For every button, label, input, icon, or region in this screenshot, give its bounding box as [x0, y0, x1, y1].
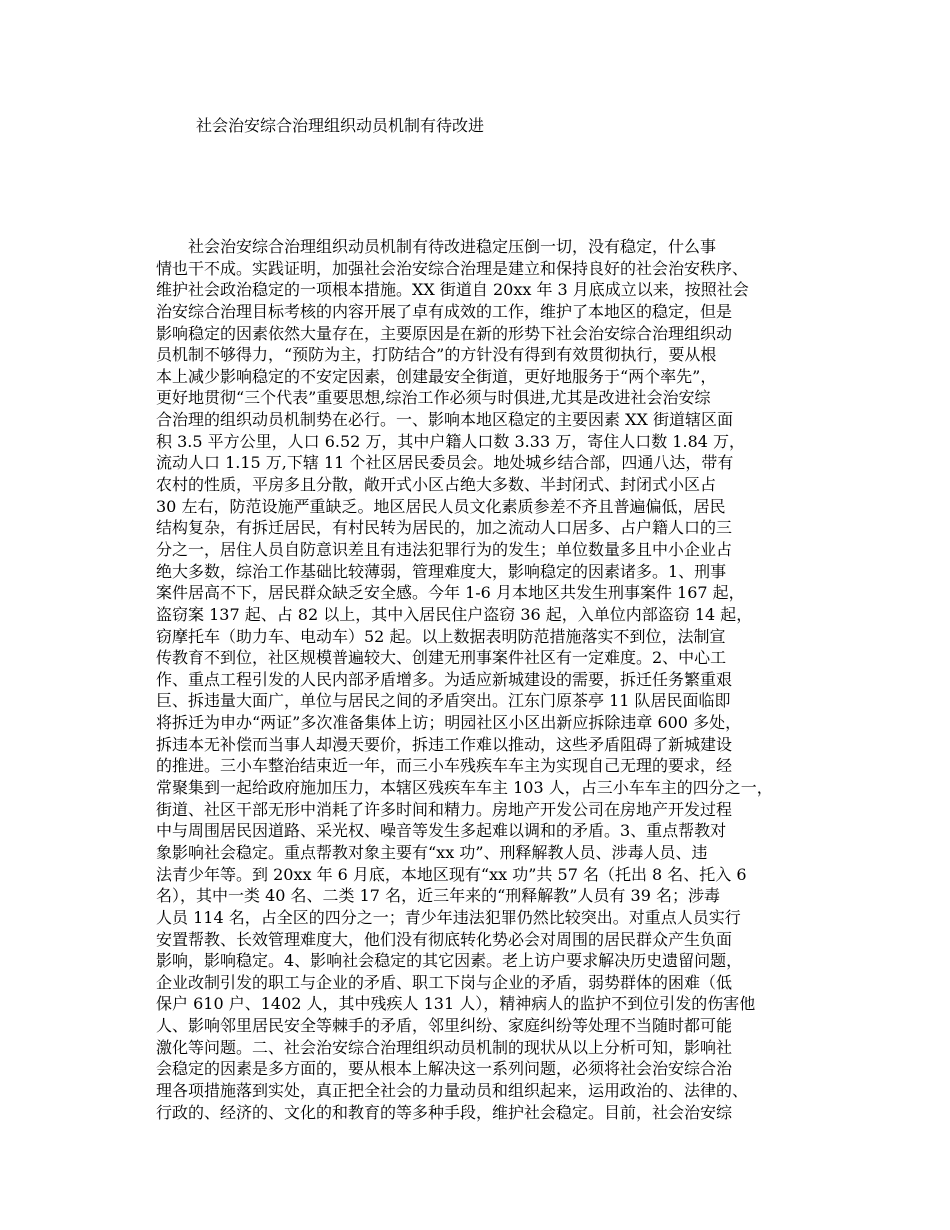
body-text-line: 社会治安综合治理组织动员机制有待改进稳定压倒一切，没有稳定，什么事 — [188, 237, 717, 256]
body-text-line: 保户 610 户、1402 人，其中残疾人 131 人），精神病人的监护不到位引发的伤害他 — [156, 994, 756, 1014]
body-text-line: 农村的性质，平房多且分散，敞开式小区占绝大多数、半封闭式、封闭式小区占 — [156, 475, 717, 495]
body-text-line: 影响稳定的因素依然大量存在，主要原因是在新的形势下社会治安综合治理组织动 — [156, 323, 733, 343]
body-text-line: 员机制不够得力，“预防为主，打防结合”的方针没有得到有效贯彻执行，要从根 — [156, 345, 717, 365]
body-text-line: 安置帮教、长效管理难度大，他们没有彻底转化势必会对周围的居民群众产生负面 — [156, 929, 733, 949]
body-text-line: 分之一，居住人员自防意识差且有违法犯罪行为的发生；单位数量多且中小企业占 — [156, 539, 733, 559]
body-text-line: 企业改制引发的职工与企业的矛盾、职工下岗与企业的矛盾，弱势群体的困难（低 — [156, 972, 733, 992]
body-text-line: 本上减少影响稳定的不安定因素，创建最安全街道，更好地服务于“两个率先”， — [156, 366, 717, 386]
body-text-line: 绝大多数，综治工作基础比较薄弱，管理难度大，影响稳定的因素诸多。1、刑事 — [156, 561, 727, 581]
body-text-line: 窃摩托车（助力车、电动车）52 起。以上数据表明防范措施落实不到位，法制宣 — [156, 626, 726, 646]
body-text-line: 象影响社会稳定。重点帮教对象主要有“xx 功”、刑释解教人员、涉毒人员、违 — [156, 842, 708, 862]
document-body — [156, 236, 796, 1123]
body-text-line: 行政的、经济的、文化的和教育的等多种手段，维护社会稳定。目前，社会治安综 — [156, 1102, 733, 1122]
body-text-line: 巨、拆违量大面广，单位与居民之间的矛盾突出。江东门原茶亭 11 队居民面临即 — [156, 691, 731, 711]
body-text-line: 人、影响邻里居民安全等棘手的矛盾，邻里纠纷、家庭纠纷等处理不当随时都可能 — [156, 1016, 733, 1036]
body-text-line: 常聚集到一起给政府施加压力，本辖区残疾车车主 103 人，占三小车车主的四分之一， — [156, 778, 773, 798]
body-text-line: 积 3.5 平方公里，人口 6.52 万，其中户籍人口数 3.33 万，寄住人口数 1.84 万， — [156, 431, 746, 451]
body-text-line: 结构复杂，有拆迁居民，有村民转为居民的，加之流动人口居多、占户籍人口的三 — [156, 518, 733, 538]
body-text-line: 维护社会政治稳定的一项根本措施。XX 街道自 20xx 年 3 月底成立以来，按照社会 — [156, 280, 749, 300]
body-text-line: 情也干不成。实践证明，加强社会治安综合治理是建立和保持良好的社会治安秩序、 — [156, 258, 749, 278]
body-text-line: 作、重点工程引发的人民内部矛盾增多。为适应新城建设的需要，拆迁任务繁重艰 — [156, 669, 733, 689]
body-text-line: 激化等问题。二、社会治安综合治理组织动员机制的现状从以上分析可知，影响社 — [156, 1037, 733, 1057]
body-text-line: 影响，影响稳定。4、影响社会稳定的其它因素。老上访户要求解决历史遗留问题， — [156, 951, 743, 971]
body-text-line: 名），其中一类 40 名、二类 17 名，近三年来的“刑释解教”人员有 39 名；涉毒 — [156, 886, 720, 906]
body-text-line: 人员 114 名，占全区的四分之一；青少年违法犯罪仍然比较突出。对重点人员实行 — [156, 907, 741, 927]
body-text-line: 传教育不到位，社区规模普遍较大、创建无刑事案件社区有一定难度。2、中心工 — [156, 648, 727, 668]
body-text-line: 30 左右，防范设施严重缺乏。地区居民人员文化素质参差不齐且普遍偏低，居民 — [156, 496, 726, 516]
body-text-line: 将拆迁为申办“两证”多次准备集体上访；明园社区小区出新应拆除违章 600 多处， — [156, 713, 742, 733]
body-text-line: 会稳定的因素是多方面的，要从根本上解决这一系列问题，必须将社会治安综合治 — [156, 1059, 733, 1079]
body-text-line: 盗窃案 137 起、占 82 以上，其中入居民住户盗窃 36 起，入单位内部盗窃 14 起， — [156, 604, 753, 624]
body-text-line: 治安综合治理目标考核的内容开展了卓有成效的工作，维护了本地区的稳定，但是 — [156, 301, 733, 321]
body-text-line: 中与周围居民因道路、采光权、噪音等发生多起难以调和的矛盾。3、重点帮教对 — [156, 821, 727, 841]
body-text-line: 的推进。三小车整治结束近一年，而三小车残疾车车主为实现自己无理的要求，经 — [156, 756, 733, 776]
body-text-line: 案件居高不下，居民群众缺乏安全感。今年 1-6 月本地区共发生刑事案件 167 起， — [156, 583, 745, 603]
body-text-line: 理各项措施落到实处，真正把全社会的力量动员和组织起来，运用政治的、法律的、 — [156, 1080, 749, 1100]
body-text-line: 拆违本无补偿而当事人却漫天要价，拆违工作难以推动，这些矛盾阻碍了新城建设 — [156, 734, 733, 754]
body-text-line: 更好地贯彻“三个代表”重要思想,综治工作必须与时俱进,尤其是改进社会治安综 — [156, 388, 711, 408]
body-text-line: 流动人口 1.15 万,下辖 11 个社区居民委员会。地处城乡结合部，四通八达，带有 — [156, 453, 734, 473]
body-text-line: 合治理的组织动员机制势在必行。一、影响本地区稳定的主要因素 XX 街道辖区面 — [156, 410, 733, 430]
body-text-line: 街道、社区干部无形中消耗了许多时间和精力。房地产开发公司在房地产开发过程 — [156, 799, 733, 819]
document-title: 社会治安综合治理组织动员机制有待改进 — [196, 116, 485, 135]
body-text-line: 法青少年等。到 20xx 年 6 月底，本地区现有“xx 功”共 57 名（托出 8 名、托入 6 — [156, 864, 747, 884]
